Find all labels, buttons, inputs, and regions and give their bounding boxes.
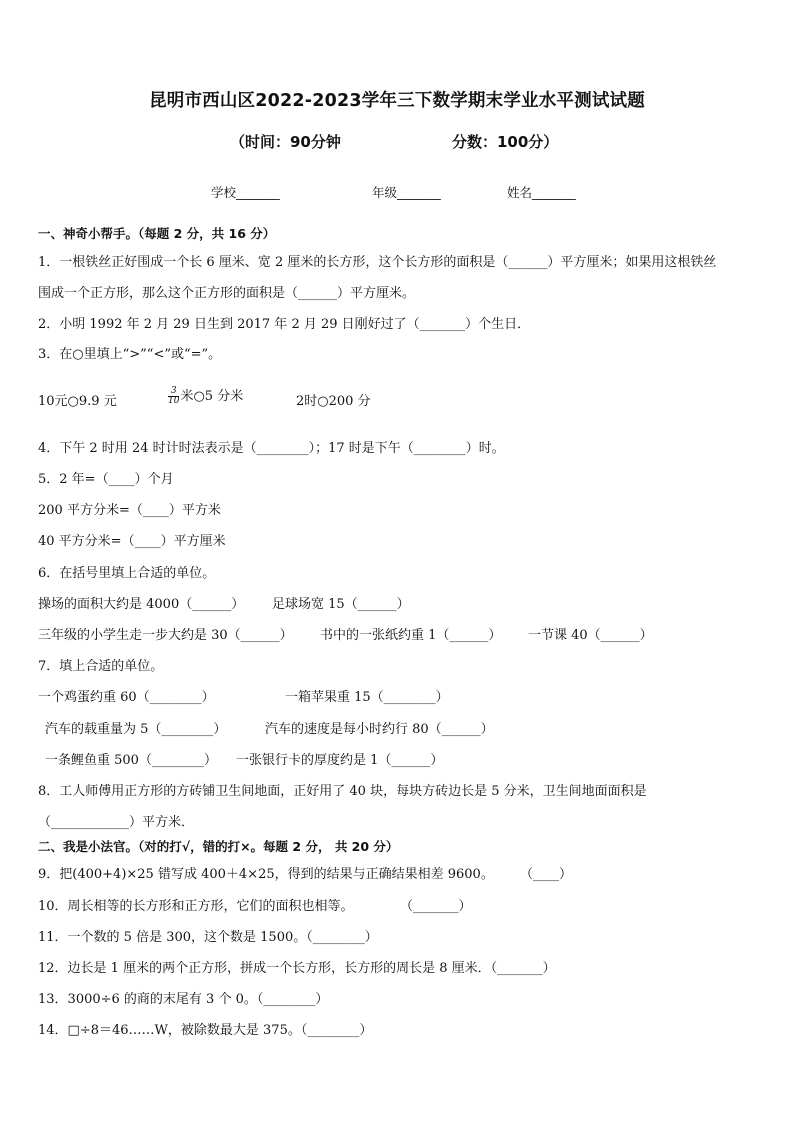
name-field: 姓名_______ — [507, 185, 576, 200]
question-4: 4．下午 2 时用 24 时计时法表示是（________）；17 时是下午（________）时。 — [38, 441, 505, 456]
question-11: 11．一个数的 5 倍是 300，这个数是 1500。（________） — [38, 930, 378, 945]
question-9-blank: （____） — [520, 867, 573, 882]
question-8-line-1: 8．工人师傅用正方形的方砖铺卫生间地面，正好用了 40 块，每块方砖边长是 5 分米，卫生间地面面积是 — [38, 784, 647, 799]
question-6-d: 书中的一张纸约重 1（______） — [320, 628, 502, 643]
question-6-e: 一节课 40（______） — [528, 628, 653, 643]
question-3-item-b: $\frac{3}{10}$ 米○5 分米 — [168, 386, 244, 406]
question-7-a: 一个鸡蛋约重 60（________） — [38, 690, 215, 705]
question-5-c: 40 平方分米=（____）平方厘米 — [38, 534, 226, 549]
question-7: 7．填上合适的单位。 — [38, 659, 164, 674]
question-6: 6．在括号里填上合适的单位。 — [38, 566, 216, 581]
question-7-d: 汽车的速度是每小时约行 80（______） — [265, 722, 494, 737]
section-2-heading: 二、我是小法官。（对的打√，错的打×。每题 2 分， 共 20 分） — [38, 839, 399, 854]
question-6-b: 足球场宽 15（______） — [272, 597, 410, 612]
question-5: 5．2 年=（____）个月 — [38, 472, 174, 487]
question-5-b: 200 平方分米=（____）平方米 — [38, 503, 221, 518]
question-13: 13．3000÷6 的商的末尾有 3 个 0。（________） — [38, 992, 329, 1007]
question-2: 2．小明 1992 年 2 月 29 日生到 2017 年 2 月 29 日刚好过了（_______）个生日． — [38, 317, 531, 332]
question-1-line-1: 1．一根铁丝正好围成一个长 6 厘米、宽 2 厘米的长方形，这个长方形的面积是（______）平方厘米；如果用这根铁丝 — [38, 255, 717, 270]
question-14: 14．□÷8＝46……W，被除数最大是 375。（________） — [38, 1023, 373, 1038]
exam-time: （时间：90分钟 — [230, 133, 341, 151]
question-10-blank: （_______） — [400, 899, 472, 914]
page-title: 昆明市西山区2022-2023学年三下数学期末学业水平测试试题 — [149, 91, 645, 111]
question-8-line-2: （____________）平方米． — [38, 815, 195, 830]
question-9: 9．把(400+4)×25 错写成 400＋4×25，得到的结果与正确结果相差 9600。 — [38, 867, 494, 882]
fraction: $\frac{3}{10}$ — [168, 386, 180, 406]
question-10: 10．周长相等的长方形和正方形，它们的面积也相等。 — [38, 899, 354, 914]
question-3: 3．在○里填上“>”“<”或“=”。 — [38, 347, 222, 362]
school-field: 学校_______ — [211, 185, 280, 200]
exam-score: 分数：100分） — [452, 133, 559, 151]
question-7-e: 一条鲤鱼重 500（________） — [45, 753, 217, 768]
question-3-item-a: 10元○9.9 元 — [38, 394, 117, 409]
question-1-line-2: 围成一个正方形，那么这个正方形的面积是（______）平方厘米。 — [38, 286, 416, 301]
question-3-item-c: 2时○200 分 — [296, 394, 371, 409]
question-7-f: 一张银行卡的厚度约是 1（______） — [236, 753, 444, 768]
question-12: 12．边长是 1 厘米的两个正方形，拼成一个长方形，长方形的周长是 8 厘米．（_______） — [38, 961, 556, 976]
grade-field: 年级_______ — [372, 185, 441, 200]
question-6-a: 操场的面积大约是 4000（______） — [38, 597, 245, 612]
question-7-b: 一箱苹果重 15（________） — [285, 690, 449, 705]
section-1-heading: 一、神奇小帮手。（每题 2 分，共 16 分） — [38, 226, 276, 241]
question-7-c: 汽车的载重量为 5（________） — [45, 722, 227, 737]
question-6-c: 三年级的小学生走一步大约是 30（______） — [38, 628, 293, 643]
